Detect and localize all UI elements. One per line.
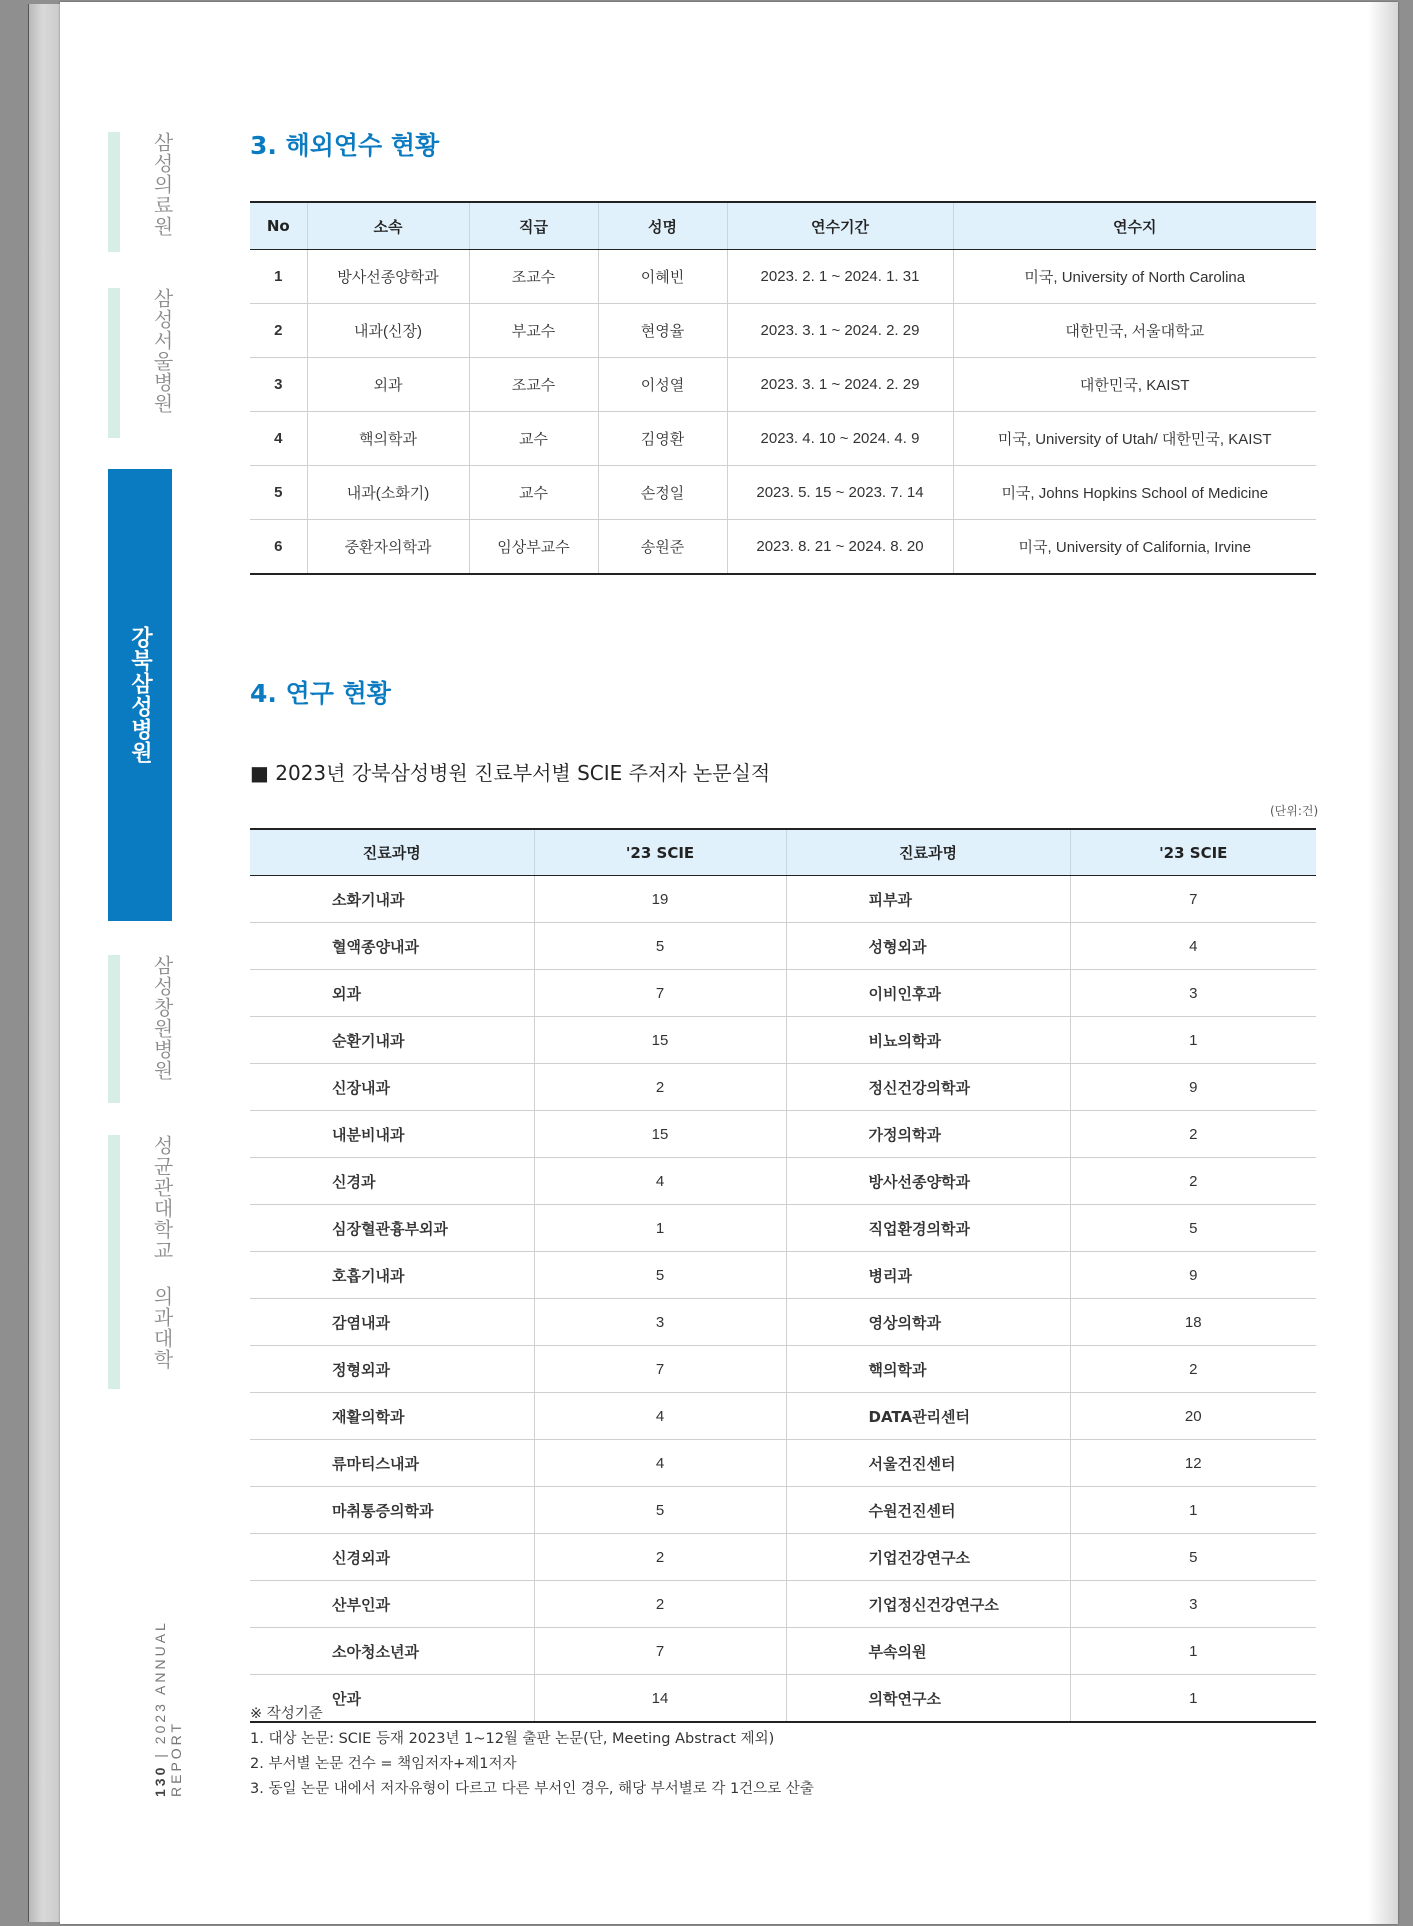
- cell-dept: 핵의학과: [786, 1346, 1070, 1393]
- cell-dept: 산부인과: [250, 1581, 534, 1628]
- cell-dept: 정형외과: [250, 1346, 534, 1393]
- cell-dept: 혈액종양내과: [250, 923, 534, 970]
- cell-dept: 신경외과: [250, 1534, 534, 1581]
- table-row: [250, 1487, 1316, 1534]
- side-tab-label: 삼성의료원: [150, 132, 174, 237]
- cell-dept: 성형외과: [786, 923, 1070, 970]
- cell-dept: 정신건강의학과: [786, 1064, 1070, 1111]
- col-header: '23 SCIE: [1070, 829, 1316, 876]
- cell-dept: 방사선종양학과: [786, 1158, 1070, 1205]
- table-row: [250, 520, 1316, 575]
- table-header-row: [250, 829, 1316, 876]
- section-title-overseas-training: 3. 해외연수 현황: [250, 131, 440, 160]
- table-row: [250, 970, 1316, 1017]
- cell-count: 2: [534, 1064, 786, 1111]
- cell-dept: 내과(소화기): [307, 466, 469, 520]
- col-header: 직급: [469, 202, 598, 250]
- table-row: [250, 1346, 1316, 1393]
- col-header: 연수지: [953, 202, 1316, 250]
- cell-dept: 의학연구소: [786, 1675, 1070, 1723]
- cell-rank: 조교수: [469, 358, 598, 412]
- unit-label: (단위:건): [1270, 804, 1319, 818]
- cell-count: 2: [1070, 1346, 1316, 1393]
- table-row: [250, 1205, 1316, 1252]
- col-header: '23 SCIE: [534, 829, 786, 876]
- cell-dept: 수원건진센터: [786, 1487, 1070, 1534]
- page-number: 130: [152, 1764, 168, 1797]
- side-tab-kangbuk-samsung-hospital[interactable]: [108, 469, 172, 921]
- cell-dept: 핵의학과: [307, 412, 469, 466]
- cell-count: 7: [534, 1346, 786, 1393]
- cell-name: 이성열: [598, 358, 727, 412]
- cell-count: 15: [534, 1111, 786, 1158]
- cell-no: 2: [250, 304, 307, 358]
- cell-no: 3: [250, 358, 307, 412]
- cell-rank: 조교수: [469, 250, 598, 304]
- col-header: 연수기간: [727, 202, 953, 250]
- cell-period: 2023. 3. 1 ~ 2024. 2. 29: [727, 304, 953, 358]
- cell-location: 미국, Johns Hopkins School of Medicine: [953, 466, 1316, 520]
- side-tab-label: 삼성창원병원: [150, 955, 174, 1081]
- table-row: [250, 1111, 1316, 1158]
- table-row: [250, 923, 1316, 970]
- cell-dept: 서울건진센터: [786, 1440, 1070, 1487]
- cell-dept: 영상의학과: [786, 1299, 1070, 1346]
- cell-count: 2: [1070, 1111, 1316, 1158]
- cell-name: 송원준: [598, 520, 727, 575]
- cell-dept: 류마티스내과: [250, 1440, 534, 1487]
- cell-count: 2: [534, 1534, 786, 1581]
- cell-name: 현영율: [598, 304, 727, 358]
- side-tab-samsung-seoul-hospital[interactable]: [108, 288, 177, 438]
- cell-count: 3: [1070, 970, 1316, 1017]
- side-tab-label: 삼성서울병원: [150, 288, 174, 414]
- side-tab-skku-medicine[interactable]: [108, 1135, 177, 1389]
- cell-dept: 중환자의학과: [307, 520, 469, 575]
- table-row: [250, 1393, 1316, 1440]
- cell-count: 4: [534, 1393, 786, 1440]
- cell-no: 6: [250, 520, 307, 575]
- cell-count: 7: [1070, 876, 1316, 923]
- cell-count: 1: [1070, 1675, 1316, 1723]
- overseas-training-table: [250, 201, 1316, 575]
- table-row: [250, 466, 1316, 520]
- cell-dept: 심장혈관흉부외과: [250, 1205, 534, 1252]
- cell-dept: 피부과: [786, 876, 1070, 923]
- table-row: [250, 304, 1316, 358]
- cell-dept: 비뇨의학과: [786, 1017, 1070, 1064]
- cell-count: 5: [1070, 1534, 1316, 1581]
- cell-count: 1: [1070, 1017, 1316, 1064]
- report-page: [60, 2, 1398, 1924]
- cell-rank: 부교수: [469, 304, 598, 358]
- page-footer: [152, 1547, 184, 1797]
- notes: [250, 1702, 814, 1802]
- cell-dept: 직업환경의학과: [786, 1205, 1070, 1252]
- cell-dept: 신경과: [250, 1158, 534, 1205]
- cell-dept: 외과: [307, 358, 469, 412]
- cell-count: 5: [1070, 1205, 1316, 1252]
- cell-count: 12: [1070, 1440, 1316, 1487]
- cell-dept: 병리과: [786, 1252, 1070, 1299]
- cell-count: 5: [534, 1487, 786, 1534]
- cell-period: 2023. 4. 10 ~ 2024. 4. 9: [727, 412, 953, 466]
- col-header: 진료과명: [786, 829, 1070, 876]
- cell-location: 미국, University of Utah/ 대한민국, KAIST: [953, 412, 1316, 466]
- cell-count: 19: [534, 876, 786, 923]
- cell-period: 2023. 8. 21 ~ 2024. 8. 20: [727, 520, 953, 575]
- table-caption: ■ 2023년 강북삼성병원 진료부서별 SCIE 주저자 논문실적: [250, 761, 771, 785]
- cell-no: 1: [250, 250, 307, 304]
- note-line: 3. 동일 논문 내에서 저자유형이 다르고 다른 부서인 경우, 해당 부서별로 각 1건으로 산출: [250, 1781, 814, 1797]
- cell-count: 9: [1070, 1252, 1316, 1299]
- cell-rank: 임상부교수: [469, 520, 598, 575]
- cell-name: 이혜빈: [598, 250, 727, 304]
- cell-location: 미국, University of North Carolina: [953, 250, 1316, 304]
- cell-count: 14: [534, 1675, 786, 1723]
- side-tab-label: 강북삼성병원: [127, 626, 153, 764]
- cell-dept: 외과: [250, 970, 534, 1017]
- cell-count: 1: [534, 1205, 786, 1252]
- cell-count: 7: [534, 970, 786, 1017]
- cell-dept: 소화기내과: [250, 876, 534, 923]
- note-line: 2. 부서별 논문 건수 = 책임저자+제1저자: [250, 1756, 517, 1772]
- cell-location: 대한민국, KAIST: [953, 358, 1316, 412]
- table-row: [250, 1158, 1316, 1205]
- table-row: [250, 250, 1316, 304]
- cell-dept: 호흡기내과: [250, 1252, 534, 1299]
- table-row: [250, 1440, 1316, 1487]
- section-title-research: 4. 연구 현황: [250, 679, 391, 708]
- footer-separator: |: [152, 1751, 168, 1758]
- cell-period: 2023. 5. 15 ~ 2023. 7. 14: [727, 466, 953, 520]
- cell-count: 5: [534, 1252, 786, 1299]
- note-line: ※ 작성기준: [250, 1706, 323, 1722]
- table-row: [250, 1017, 1316, 1064]
- cell-dept: 방사선종양학과: [307, 250, 469, 304]
- table-row: [250, 1628, 1316, 1675]
- cell-count: 20: [1070, 1393, 1316, 1440]
- scie-papers-table: [250, 828, 1316, 1723]
- cell-rank: 교수: [469, 412, 598, 466]
- cell-dept: 내분비내과: [250, 1111, 534, 1158]
- side-tab-samsung-changwon-hospital[interactable]: [108, 955, 177, 1103]
- table-row: [250, 1299, 1316, 1346]
- cell-dept: 신장내과: [250, 1064, 534, 1111]
- cell-period: 2023. 2. 1 ~ 2024. 1. 31: [727, 250, 953, 304]
- cell-count: 4: [534, 1440, 786, 1487]
- page-shade: [1368, 2, 1398, 1924]
- cell-count: 1: [1070, 1487, 1316, 1534]
- table-row: [250, 358, 1316, 412]
- table-row: [250, 1581, 1316, 1628]
- cell-count: 5: [534, 923, 786, 970]
- cell-dept: 안과: [250, 1675, 534, 1723]
- cell-location: 대한민국, 서울대학교: [953, 304, 1316, 358]
- cell-dept: 가정의학과: [786, 1111, 1070, 1158]
- side-tab-samsung-medical-center[interactable]: [108, 132, 177, 252]
- table-row: [250, 412, 1316, 466]
- cell-dept: 순환기내과: [250, 1017, 534, 1064]
- cell-dept: 소아청소년과: [250, 1628, 534, 1675]
- cell-count: 2: [1070, 1158, 1316, 1205]
- cell-dept: 내과(신장): [307, 304, 469, 358]
- table-row: [250, 876, 1316, 923]
- table-row: [250, 1534, 1316, 1581]
- cell-count: 9: [1070, 1064, 1316, 1111]
- cell-count: 4: [1070, 923, 1316, 970]
- col-header: No: [250, 202, 307, 250]
- cell-dept: 이비인후과: [786, 970, 1070, 1017]
- cell-name: 김영환: [598, 412, 727, 466]
- cell-dept: 마취통증의학과: [250, 1487, 534, 1534]
- cell-count: 4: [534, 1158, 786, 1205]
- col-header: 성명: [598, 202, 727, 250]
- cell-dept: 기업건강연구소: [786, 1534, 1070, 1581]
- cell-count: 1: [1070, 1628, 1316, 1675]
- cell-dept: DATA관리센터: [786, 1393, 1070, 1440]
- cell-count: 15: [534, 1017, 786, 1064]
- cell-rank: 교수: [469, 466, 598, 520]
- note-line: 1. 대상 논문: SCIE 등재 2023년 1~12월 출판 논문(단, Meeting Abstract 제외): [250, 1731, 775, 1747]
- cell-count: 3: [534, 1299, 786, 1346]
- col-header: 진료과명: [250, 829, 534, 876]
- cell-count: 7: [534, 1628, 786, 1675]
- cell-dept: 기업정신건강연구소: [786, 1581, 1070, 1628]
- table-row: [250, 1064, 1316, 1111]
- cell-count: 3: [1070, 1581, 1316, 1628]
- cell-dept: 감염내과: [250, 1299, 534, 1346]
- report-name: 2023 ANNUAL REPORT: [152, 1620, 184, 1797]
- cell-no: 5: [250, 466, 307, 520]
- cell-no: 4: [250, 412, 307, 466]
- cell-dept: 재활의학과: [250, 1393, 534, 1440]
- cell-name: 손정일: [598, 466, 727, 520]
- cell-dept: 부속의원: [786, 1628, 1070, 1675]
- cell-period: 2023. 3. 1 ~ 2024. 2. 29: [727, 358, 953, 412]
- table-row: [250, 1252, 1316, 1299]
- book-edge: [28, 4, 63, 1922]
- cell-count: 18: [1070, 1299, 1316, 1346]
- col-header: 소속: [307, 202, 469, 250]
- cell-location: 미국, University of California, Irvine: [953, 520, 1316, 575]
- side-tab-label: 성균관대학교 의과대학: [150, 1135, 174, 1370]
- table-header-row: [250, 202, 1316, 250]
- cell-count: 2: [534, 1581, 786, 1628]
